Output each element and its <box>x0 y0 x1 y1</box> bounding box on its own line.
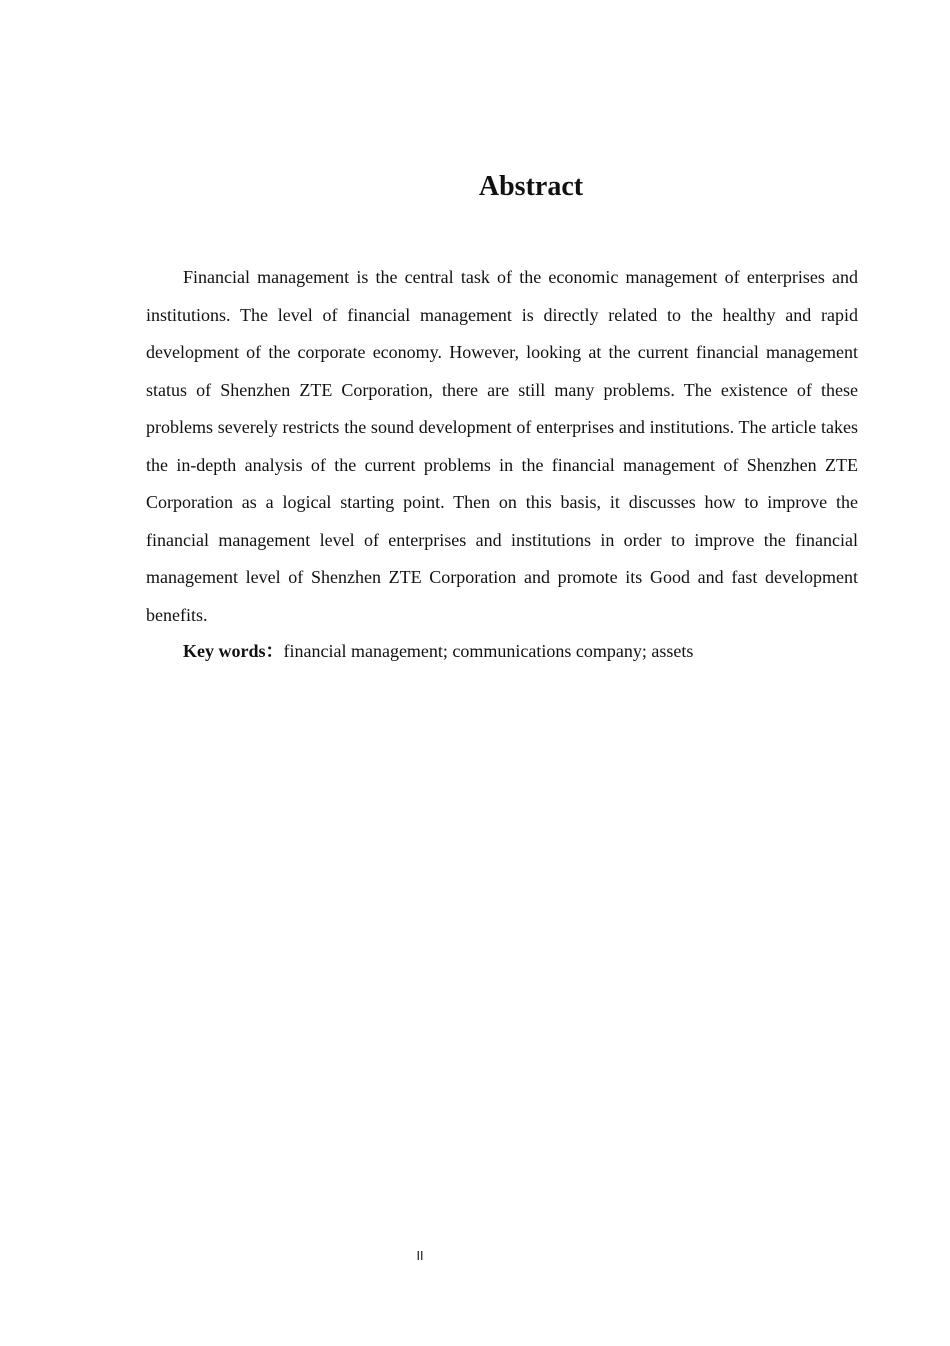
page-title: Abstract <box>478 171 584 202</box>
keywords-label: Key words： <box>183 641 284 661</box>
page-number: II <box>416 1249 424 1263</box>
keywords-text: financial management; communications company; assets <box>283 641 694 661</box>
keywords-line <box>146 634 858 668</box>
abstract-paragraph: Financial management is the central task of the economic management of enterprises and institutions. The level of financial management is directly related to the healthy and rapid development of the corporate economy. However, looking at the current financial management status of Shenzhen ZTE Corporation, there are still many problems. The existence of these problems severely restricts the sound development of enterprises and institutions. The article takes the in-depth analysis of the current problems in the financial management of Shenzhen ZTE Corporation as a logical starting point. Then on this basis, it discusses how to improve the financial management level of enterprises and institutions in order to improve the financial management level of Shenzhen ZTE Corporation and promote its Good and fast development benefits. <box>146 267 858 625</box>
